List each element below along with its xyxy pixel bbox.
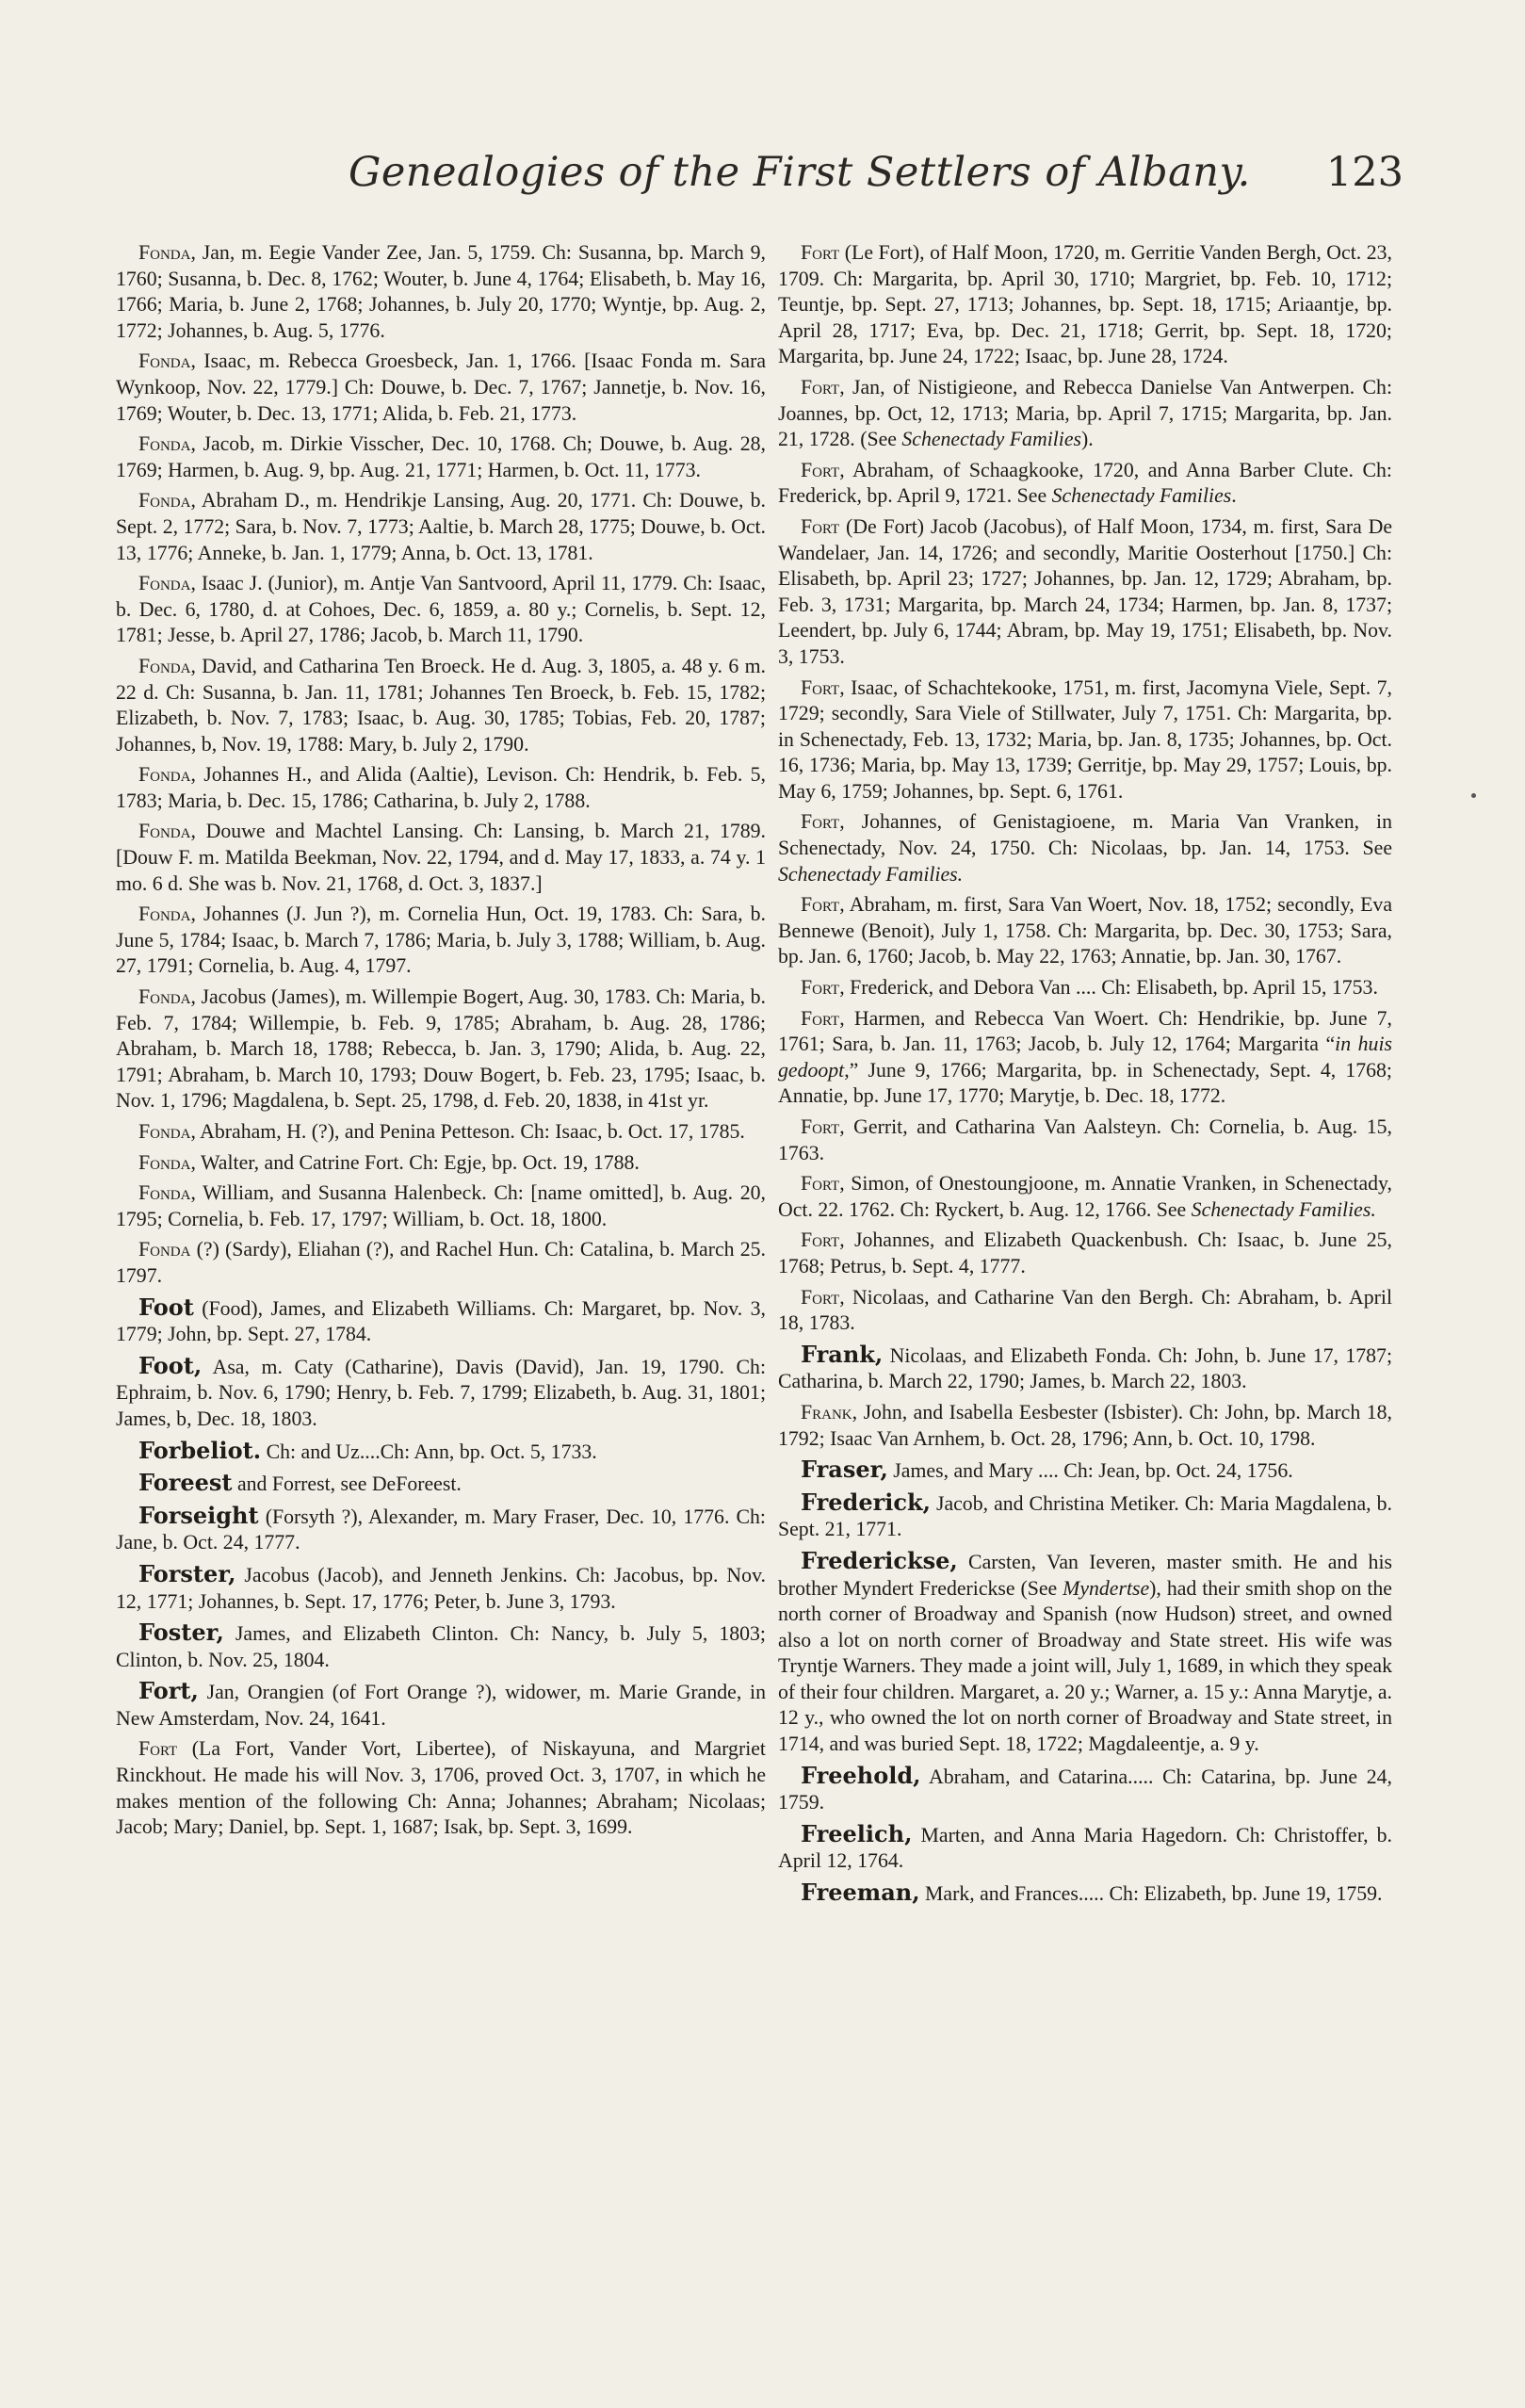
- entry-italic-reference: in huis gedoopt: [778, 1033, 1392, 1082]
- running-head: [349, 149, 1403, 205]
- entry-text: , Abraham, of Schaagkooke, 1720, and Anna Barber Clute. Ch: Frederick, bp. April 9, 1721. See: [778, 458, 1392, 508]
- entry-surname: Fort: [801, 458, 840, 481]
- entry-surname: Freeman,: [801, 1879, 920, 1907]
- entry-text: , Johannes, of Genistagioene, m. Maria Van Vranken, in Schenectady, Nov. 24, 1750. Ch: Nicolaas, bp. Jan. 14, 1753. See: [778, 810, 1392, 860]
- genealogy-entry: [778, 240, 1392, 370]
- entry-italic-reference: Schenectady Families: [1051, 484, 1232, 508]
- entry-text: Abraham, and Catarina..... Ch: Catarina, bp. June 24, 1759.: [778, 1765, 1392, 1814]
- genealogy-entry: [778, 1228, 1392, 1279]
- entry-surname: Frank: [801, 1400, 852, 1424]
- entry-surname: Freelich,: [801, 1819, 913, 1847]
- genealogy-entry: [778, 1342, 1392, 1395]
- entry-surname: Fonda: [138, 903, 191, 926]
- entry-text: , John, and Isabella Eesbester (Isbister). Ch: John, bp. March 18, 1792; Isaac Van Arnhem, b. Oct. 28, 1796; Ann, b. Oct. 10, 1798.: [778, 1400, 1392, 1450]
- entry-text: (La Fort, Vander Vort, Libertee), of Niskayuna, and Margriet Rinckhout. He made his will Nov. 3, 1706, proved Oct. 3, 1707, in which he makes mention of the following Ch: Anna; Johannes; Abraham; Nicolaas; Jacob; Mary; Daniel, bp. Sept. 1, 1687; Isak, bp. Sept. 3, 1699.: [116, 1737, 766, 1839]
- entry-surname: Freehold,: [801, 1761, 921, 1789]
- entry-text: Carsten, Van Ieveren, master smith. He and his brother Myndert Frederickse (See: [778, 1550, 1392, 1600]
- entry-surname: Fort: [801, 1228, 840, 1252]
- entry-text: , Jacob, m. Dirkie Visscher, Dec. 10, 1768. Ch; Douwe, b. Aug. 28, 1769; Harmen, b. Aug. 9, bp. Aug. 21, 1771; Harmen, b. Oct. 11, 1773.: [116, 432, 766, 481]
- genealogy-entry: [778, 975, 1392, 1001]
- entry-surname: Fort: [801, 514, 840, 538]
- entry-surname: Fort: [138, 1737, 178, 1761]
- genealogy-entry: [778, 892, 1392, 970]
- entry-surname: Forbeliot.: [138, 1436, 262, 1464]
- entry-text: Marten, and Anna Maria Hagedorn. Ch: Christoffer, b. April 12, 1764.: [778, 1823, 1392, 1873]
- entry-text: , Jacobus (James), m. Willempie Bogert, Aug. 30, 1783. Ch: Maria, b. Feb. 7, 1784; Willempie, b. Feb. 9, 1785; Abraham, b. Aug. 28, 1786; Abraham, b. March 18, 1788; Rebecca, b. Jan. 3, 1790; Alida, b. Aug. 22, 1791; Abraham, b. March 10, 1793; Douw Bogert, b. Feb. 23, 1795; Isaac, b. Nov. 1, 1796; Magdalena, b. Sept. 25, 1798, d. Feb. 20, 1838, in 41st yr.: [116, 985, 766, 1113]
- entry-surname: Fonda: [138, 820, 191, 843]
- entry-text: Jan, Orangien (of Fort Orange ?), widower, m. Marie Grande, in New Amsterdam, Nov. 24, 1641.: [116, 1681, 766, 1730]
- entry-text: , Isaac J. (Junior), m. Antje Van Santvoord, April 11, 1779. Ch: Isaac, b. Dec. 6, 1780, d. at Cohoes, Dec. 6, 1859, a. 80 y.; Cornelis, b. Sept. 12, 1781; Jesse, b. April 27, 1786; Jacob, b. March 11, 1790.: [116, 572, 766, 647]
- genealogy-entry: [116, 1150, 766, 1177]
- entry-text: , Abraham, m. first, Sara Van Woert, Nov. 18, 1752; secondly, Eva Bennewe (Benoit), July 1, 1758. Ch: Margarita, bp. Dec. 30, 1753; Sara, bp. Jan. 6, 1760; Jacob, b. May 22, 1763; Annatie, bp. Jan. 30, 1767.: [778, 893, 1392, 968]
- genealogy-entry: [778, 1489, 1392, 1543]
- genealogy-entry: [778, 1400, 1392, 1452]
- entry-surname: Foot,: [138, 1351, 203, 1379]
- genealogy-entry: [116, 1736, 766, 1840]
- entry-text-after: .: [1231, 484, 1237, 508]
- entry-surname: Fonda: [138, 1120, 191, 1143]
- entry-text: (?) (Sardy), Eliahan (?), and Rachel Hun. Ch: Catalina, b. March 25. 1797.: [116, 1238, 766, 1287]
- genealogy-entry: [116, 1180, 766, 1232]
- entry-surname: Fort: [801, 1115, 840, 1138]
- genealogy-entry: [778, 1115, 1392, 1166]
- entry-text: and Forrest, see DeForeest.: [232, 1472, 462, 1496]
- entry-surname: Fonda: [138, 1150, 191, 1174]
- entry-surname: Fonda: [138, 654, 191, 677]
- entry-surname: Forseight: [138, 1501, 259, 1529]
- entry-text: Mark, and Frances..... Ch: Elizabeth, bp. June 19, 1759.: [919, 1882, 1383, 1906]
- genealogy-entry: [778, 1171, 1392, 1223]
- genealogy-entry: [116, 1678, 766, 1732]
- genealogy-entry: [778, 1548, 1392, 1758]
- left-column: [116, 240, 766, 1846]
- genealogy-entry: [778, 1879, 1392, 1908]
- entry-text: , Jan, m. Eegie Vander Zee, Jan. 5, 1759. Ch: Susanna, bp. March 9, 1760; Susanna, b. Dec. 8, 1762; Wouter, b. June 4, 1764; Elisabeth, b. May 16, 1766; Maria, b. June 2, 1768; Johannes, b. July 20, 1770; Wyntje, bp. Aug. 2, 1772; Johannes, b. Aug. 5, 1776.: [116, 241, 766, 342]
- genealogy-entry: [116, 1119, 766, 1146]
- entry-text: James, and Elizabeth Clinton. Ch: Nancy, b. July 5, 1803; Clinton, b. Nov. 25, 1804.: [116, 1622, 766, 1671]
- entry-text: , Isaac, of Schachtekooke, 1751, m. first, Jacomyna Viele, Sept. 7, 1729; secondly, Sara Viele of Stillwater, July 7, 1751. Ch: Margarita, bp. in Schenectady, Feb. 13, 1732; Maria, bp. Jan. 8, 1735; Johannes, bp. Oct. 16, 1736; Maria, bp. May 13, 1739; Gerritje, bp. May 29, 1757; Louis, bp. May 6, 1759; Johannes, bp. Sept. 6, 1761.: [778, 675, 1392, 803]
- entry-text: , Gerrit, and Catharina Van Aalsteyn. Ch: Cornelia, b. Aug. 15, 1763.: [778, 1115, 1392, 1164]
- genealogy-entry: [116, 819, 766, 897]
- genealogy-entry: [778, 1456, 1392, 1485]
- entry-text: (Le Fort), of Half Moon, 1720, m. Gerritie Vanden Bergh, Oct. 23, 1709. Ch: Margarita, bp. April 30, 1710; Margriet, bp. Feb. 10, 1712; Teuntje, bp. Sept. 27, 1713; Johannes, bp. Sept. 18, 1715; Ariaantje, bp. April 28, 1717; Eva, bp. Dec. 21, 1718; Gerrit, bp. Sept. 18, 1720; Margarita, bp. June 24, 1722; Isaac, bp. June 28, 1724.: [778, 241, 1392, 368]
- entry-text: , Jan, of Nistigieone, and Rebecca Danielse Van Antwerpen. Ch: Joannes, bp. Oct, 12, 1713; Maria, bp. April 7, 1715; Margarita, bp. Jan. 21, 1728. (See: [778, 375, 1392, 451]
- genealogy-entry: [116, 762, 766, 814]
- genealogy-entry: [116, 1353, 766, 1433]
- entry-italic-reference: Schenectady Families.: [778, 862, 964, 886]
- entry-italic-reference: Schenectady Families: [901, 428, 1082, 451]
- genealogy-entry: [116, 349, 766, 427]
- entry-text: , Johannes, and Elizabeth Quackenbush. Ch: Isaac, b. June 25, 1768; Petrus, b. Sept. 4, 1777.: [778, 1228, 1392, 1277]
- genealogy-entry: [778, 514, 1392, 671]
- entry-surname: Fonda: [138, 763, 191, 787]
- entry-text: , David, and Catharina Ten Broeck. He d. Aug. 3, 1805, a. 48 y. 6 m. 22 d. Ch: Susanna, b. Jan. 11, 1781; Johannes Ten Broeck, b. Feb. 15, 1782; Elizabeth, b. Nov. 7, 1783; Isaac, b. Aug. 30, 1785; Tobias, Feb. 20, 1787; Johannes, b, Nov. 19, 1788: Mary, b. July 2, 1790.: [116, 654, 766, 756]
- entry-text: Nicolaas, and Elizabeth Fonda. Ch: John, b. June 17, 1787; Catharina, b. March 22, 1790; James, b. March 22, 1803.: [778, 1343, 1392, 1393]
- entry-text-after: ).: [1081, 428, 1094, 451]
- entry-surname: Fort: [801, 375, 840, 399]
- entry-text: , Johannes (J. Jun ?), m. Cornelia Hun, Oct. 19, 1783. Ch: Sara, b. June 5, 1784; Isaac, b. March 7, 1786; Maria, b. July 3, 1788; William, b. Aug. 27, 1791; Cornelia, b. Aug. 4, 1797.: [116, 903, 766, 978]
- entry-surname: Foster,: [138, 1619, 224, 1647]
- entry-surname: Frederickse,: [801, 1546, 958, 1574]
- genealogy-entry: [116, 902, 766, 980]
- entry-text: (De Fort) Jacob (Jacobus), of Half Moon, 1734, m. first, Sara De Wandelaer, Jan. 14, 1726; and secondly, Maritie Oosterhout [1750.] Ch: Elisabeth, bp. April 23; 1727; Johannes, bp. Jan. 12, 1729; Abraham, bp. Feb. 3, 1731; Margarita, bp. March 24, 1734; Harmen, bp. Jan. 8, 1737; Leendert, bp. July 6, 1744; Abram, bp. May 19, 1751; Elisabeth, bp. Nov. 3, 1753.: [778, 514, 1392, 668]
- entry-surname: Fort: [801, 893, 840, 917]
- entry-text: , Douwe and Machtel Lansing. Ch: Lansing, b. March 21, 1789. [Douw F. m. Matilda Beekman, Nov. 22, 1794, and d. May 17, 1833, a. 74 y. 1 mo. 6 d. She was b. Nov. 21, 1768, d. Oct. 3, 1837.]: [116, 820, 766, 895]
- entry-text: , Harmen, and Rebecca Van Woert. Ch: Hendrikie, bp. June 7, 1761; Sara, b. Jan. 11, 1763; Jacob, b. July 12, 1764; Margarita “: [778, 1006, 1392, 1056]
- genealogy-entry: [116, 1470, 766, 1498]
- entry-surname: Fraser,: [801, 1456, 888, 1484]
- genealogy-entry: [116, 1237, 766, 1289]
- entry-surname: Fort: [801, 976, 840, 1000]
- genealogy-entry: [778, 1763, 1392, 1816]
- genealogy-entry: [116, 431, 766, 483]
- page-number: 123: [1325, 149, 1403, 196]
- genealogy-entry: [778, 375, 1392, 453]
- genealogy-entry: [116, 1619, 766, 1673]
- entry-text: Jacob, and Christina Metiker. Ch: Maria Magdalena, b. Sept. 21, 1771.: [778, 1491, 1392, 1541]
- entry-surname: Fort: [801, 1006, 840, 1030]
- entry-surname: Fonda: [138, 1238, 191, 1261]
- genealogy-entry: [778, 1006, 1392, 1110]
- entry-text-after: ), had their smith shop on the north corner of Broadway and Spanish (now Hudson) street, and owned also a lot on north corner of Broadway and State street. His wife was Tryntje Warners. They made a joint will, July 1, 1689, in which they speak of their four children. Margaret, a. 20 y.; Warner, a. 15 y.: Anna Marytje, a. 12 y., who owned the lot on north corner of Broadway and State street, in 1714, and was buried Sept. 18, 1722; Magdaleentje, a. 9 y.: [778, 1576, 1392, 1756]
- genealogy-entry: [778, 1821, 1392, 1875]
- entry-text: , Johannes H., and Alida (Aaltie), Levison. Ch: Hendrik, b. Feb. 5, 1783; Maria, b. Dec. 15, 1786; Catharina, b. July 2, 1788.: [116, 763, 766, 812]
- entry-text-after: ,” June 9, 1766; Margarita, bp. in Schenectady, Sept. 4, 1768; Annatie, bp. June 17, 1770; Marytje, b. Dec. 18, 1772.: [778, 1058, 1392, 1108]
- entry-surname: Frank,: [801, 1340, 884, 1368]
- entry-surname: Fonda: [138, 350, 191, 373]
- entry-surname: Foreest: [138, 1469, 233, 1497]
- margin-mark: [1471, 793, 1476, 798]
- entry-surname: Foot: [138, 1293, 194, 1321]
- entry-surname: Fonda: [138, 1181, 191, 1205]
- genealogy-entry: [116, 1438, 766, 1466]
- entry-text: , Abraham, H. (?), and Penina Petteson. Ch: Isaac, b. Oct. 17, 1785.: [190, 1120, 745, 1143]
- entry-surname: Forster,: [138, 1559, 236, 1587]
- genealogy-entry: [778, 809, 1392, 887]
- genealogy-entry: [778, 1285, 1392, 1337]
- entry-text: , Isaac, m. Rebecca Groesbeck, Jan. 1, 1766. [Isaac Fonda m. Sara Wynkoop, Nov. 22, 1779.] Ch: Douwe, b. Dec. 7, 1767; Jannetje, b. Nov. 16, 1769; Wouter, b. Dec. 13, 1771; Alida, b. Feb. 21, 1773.: [116, 350, 766, 425]
- entry-text: , William, and Susanna Halenbeck. Ch: [name omitted], b. Aug. 20, 1795; Cornelia, b. Feb. 17, 1797; William, b. Oct. 18, 1800.: [116, 1181, 766, 1230]
- entry-text: (Forsyth ?), Alexander, m. Mary Fraser, Dec. 10, 1776. Ch: Jane, b. Oct. 24, 1777.: [116, 1505, 766, 1554]
- entry-text: Asa, m. Caty (Catharine), Davis (David), Jan. 19, 1790. Ch: Ephraim, b. Nov. 6, 1790; Henry, b. Feb. 7, 1799; Elizabeth, b. Aug. 31, 1801; James, b, Dec. 18, 1803.: [116, 1355, 766, 1430]
- genealogy-entry: [778, 458, 1392, 510]
- entry-surname: Fort: [801, 675, 840, 699]
- entry-italic-reference: Schenectady Families.: [1191, 1197, 1376, 1221]
- genealogy-entry: [116, 1503, 766, 1556]
- right-column: [778, 240, 1392, 1912]
- entry-surname: Fort,: [138, 1677, 199, 1705]
- genealogy-entry: [116, 984, 766, 1115]
- running-title: Genealogies of the First Settlers of Albany.: [349, 149, 1251, 196]
- entry-text: Jacobus (Jacob), and Jenneth Jenkins. Ch: Jacobus, bp. Nov. 12, 1771; Johannes, b. Sept. 17, 1776; Peter, b. June 3, 1793.: [116, 1563, 766, 1613]
- entry-text: , Frederick, and Debora Van .... Ch: Elisabeth, bp. April 15, 1753.: [839, 976, 1378, 1000]
- entry-italic-reference: Myndertse: [1063, 1576, 1150, 1600]
- entry-text: , Nicolaas, and Catharine Van den Bergh. Ch: Abraham, b. April 18, 1783.: [778, 1285, 1392, 1335]
- entry-surname: Fort: [801, 241, 840, 264]
- genealogy-entry: [116, 1294, 766, 1348]
- entry-surname: Fonda: [138, 432, 191, 456]
- entry-text: James, and Mary .... Ch: Jean, bp. Oct. 24, 1756.: [887, 1459, 1293, 1483]
- entry-surname: Fort: [801, 1172, 840, 1196]
- entry-text: (Food), James, and Elizabeth Williams. Ch: Margaret, bp. Nov. 3, 1779; John, bp. Sept. 27, 1784.: [116, 1296, 766, 1346]
- entry-surname: Fonda: [138, 489, 191, 513]
- entry-surname: Fonda: [138, 985, 191, 1009]
- genealogy-entry: [116, 488, 766, 566]
- entry-surname: Frederick,: [801, 1488, 931, 1516]
- entry-text: , Simon, of Onestoungjoone, m. Annatie Vranken, in Schenectady, Oct. 22. 1762. Ch: Ryckert, b. Aug. 12, 1766. See: [778, 1172, 1392, 1221]
- entry-text: , Walter, and Catrine Fort. Ch: Egje, bp. Oct. 19, 1788.: [190, 1150, 640, 1174]
- genealogy-entry: [116, 654, 766, 757]
- entry-surname: Fort: [801, 810, 840, 834]
- entry-text: , Abraham D., m. Hendrikje Lansing, Aug. 20, 1771. Ch: Douwe, b. Sept. 2, 1772; Sara, b. Nov. 7, 1773; Aaltie, b. March 28, 1775; Douwe, b. Oct. 13, 1776; Anneke, b. Jan. 1, 1779; Anna, b. Oct. 13, 1781.: [116, 489, 766, 564]
- entry-surname: Fonda: [138, 241, 191, 264]
- genealogy-entry: [116, 571, 766, 649]
- entry-surname: Fort: [801, 1285, 840, 1309]
- entry-surname: Fonda: [138, 572, 191, 595]
- genealogy-entry: [116, 1561, 766, 1615]
- genealogy-entry: [116, 240, 766, 344]
- entry-text: Ch: and Uz....Ch: Ann, bp. Oct. 5, 1733.: [261, 1440, 597, 1463]
- genealogy-entry: [778, 675, 1392, 805]
